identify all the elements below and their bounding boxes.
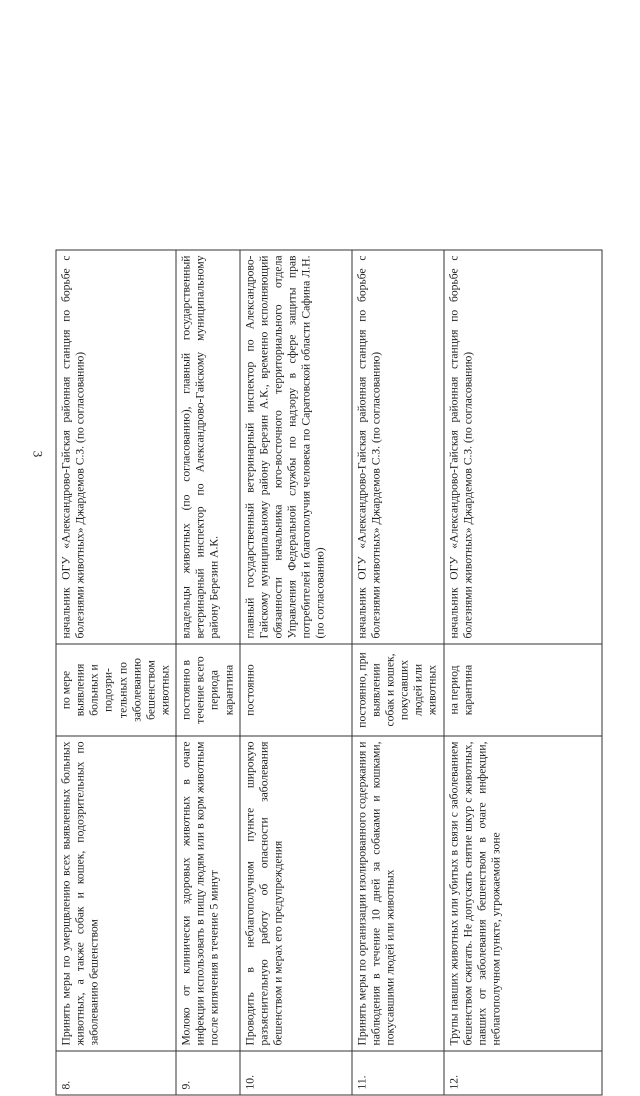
period-cell: постоянно в течение всего периода карантина [176,644,240,736]
period-cell: постоянно [240,644,352,736]
measure-cell: Проводить в неблагополучном пункте широкую разъяснительную работу об опасности заболевания бешенством и мерах его предупреждения [240,736,352,1051]
responsible-cell: начальник ОГУ «Александрово-Гайская районная станция по борьбе с болезнями животных» Джардемов С.З. (по согласованию) [352,250,444,644]
table-row [56,250,176,1095]
measures-table-container [56,251,576,1096]
table-row [240,250,352,1095]
measure-cell: Молоко от клинически здоровых животных в очаге инфекции использовать в пищу людям или в корм животным после кипячения в течение 5 минут [176,736,240,1051]
page-number: 3 [30,450,46,458]
table-row [444,250,602,1095]
responsible-cell: начальник ОГУ «Александрово-Гайская районная станция по борьбе с болезнями животных» Джардемов С.З. (по согласованию) [56,250,176,644]
period-cell: по мере выявления больных и подозри-тельных по заболеванию бешенством животных [56,644,176,736]
responsible-cell: главный государственный ветеринарный инспектор по Александрово-Гайскому муниципальному району Березин А.К., временно исполняющий обязанности начальника юго-восточного территориального отдела Управления Федеральной службы по надзору в сфере защиты прав потребителей и благополучия человека по Саратовской области Сафина Л.Н. (по согласованию) [240,250,352,644]
responsible-cell: начальник ОГУ «Александрово-Гайская районная станция по борьбе с болезнями животных» Джардемов С.З. (по согласованию) [444,250,602,644]
period-cell: постоянно, при выявлении собак и кошек, покусавших людей или животных [352,644,444,736]
table-row [352,250,444,1095]
row-number: 9. [176,1051,240,1095]
measure-cell: Принять меры по организации изолированного содержания и наблюдения в течение 10 дней за собаками и кошками, покусавшими людей или животных [352,736,444,1051]
period-cell: на период карантина [444,644,602,736]
measure-cell: Трупы павших животных или убитых в связи с заболеванием бешенством сжигать. Не допускать снятие шкур с животных, павших от заболевания бешенством в очаге инфекции, неблагополучном пункте, угрожаемой зоне [444,736,602,1051]
table-row [176,250,240,1095]
row-number: 10. [240,1051,352,1095]
measure-cell: Принять меры по умерщвлению всех выявленных больных животных, а также собак и кошек, подозрительных по заболеванию бешенством [56,736,176,1051]
row-number: 11. [352,1051,444,1095]
measures-table [56,250,603,1096]
row-number: 8. [56,1051,176,1095]
row-number: 12. [444,1051,602,1095]
responsible-cell: владельцы животных (по согласованию), главный государственный ветеринарный инспектор по Александрово-Гайскому муниципальному району Березин А.К. [176,250,240,644]
